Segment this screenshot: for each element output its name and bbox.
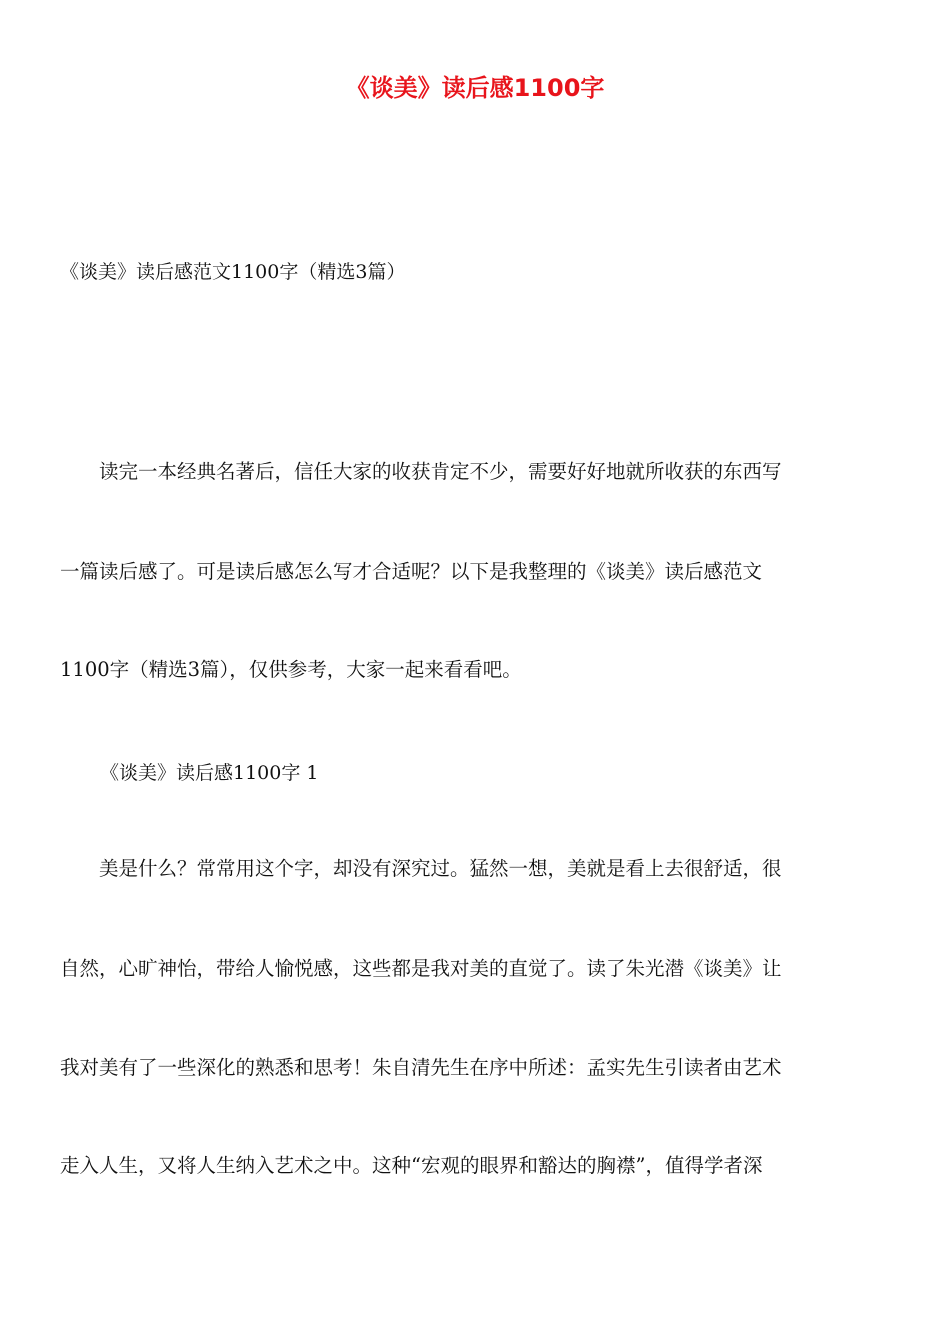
intro-line: 一篇读后感了。可是读后感怎么写才合适呢？以下是我整理的《谈美》读后感范文 — [60, 560, 763, 583]
document-title: 《谈美》读后感1100字 — [345, 74, 605, 102]
body-line: 美是什么？常常用这个字，却没有深究过。猛然一想，美就是看上去很舒适，很 — [60, 857, 782, 880]
body-line: 自然，心旷神怡，带给人愉悦感，这些都是我对美的直觉了。读了朱光潜《谈美》让 — [60, 957, 782, 980]
intro-line: 1100字（精选3篇），仅供参考，大家一起来看看吧。 — [60, 658, 522, 681]
intro-line: 读完一本经典名著后，信任大家的收获肯定不少，需要好好地就所收获的东西写 — [60, 460, 782, 483]
body-line: 我对美有了一些深化的熟悉和思考！朱自清先生在序中所述：孟实先生引读者由艺术 — [60, 1056, 782, 1079]
section-heading: 《谈美》读后感1100字 1 — [100, 762, 319, 784]
body-line: 走入人生，又将人生纳入艺术之中。这种“宏观的眼界和豁达的胸襟”，值得学者深 — [60, 1154, 763, 1177]
document-subtitle: 《谈美》读后感范文1100字（精选3篇） — [60, 261, 406, 283]
